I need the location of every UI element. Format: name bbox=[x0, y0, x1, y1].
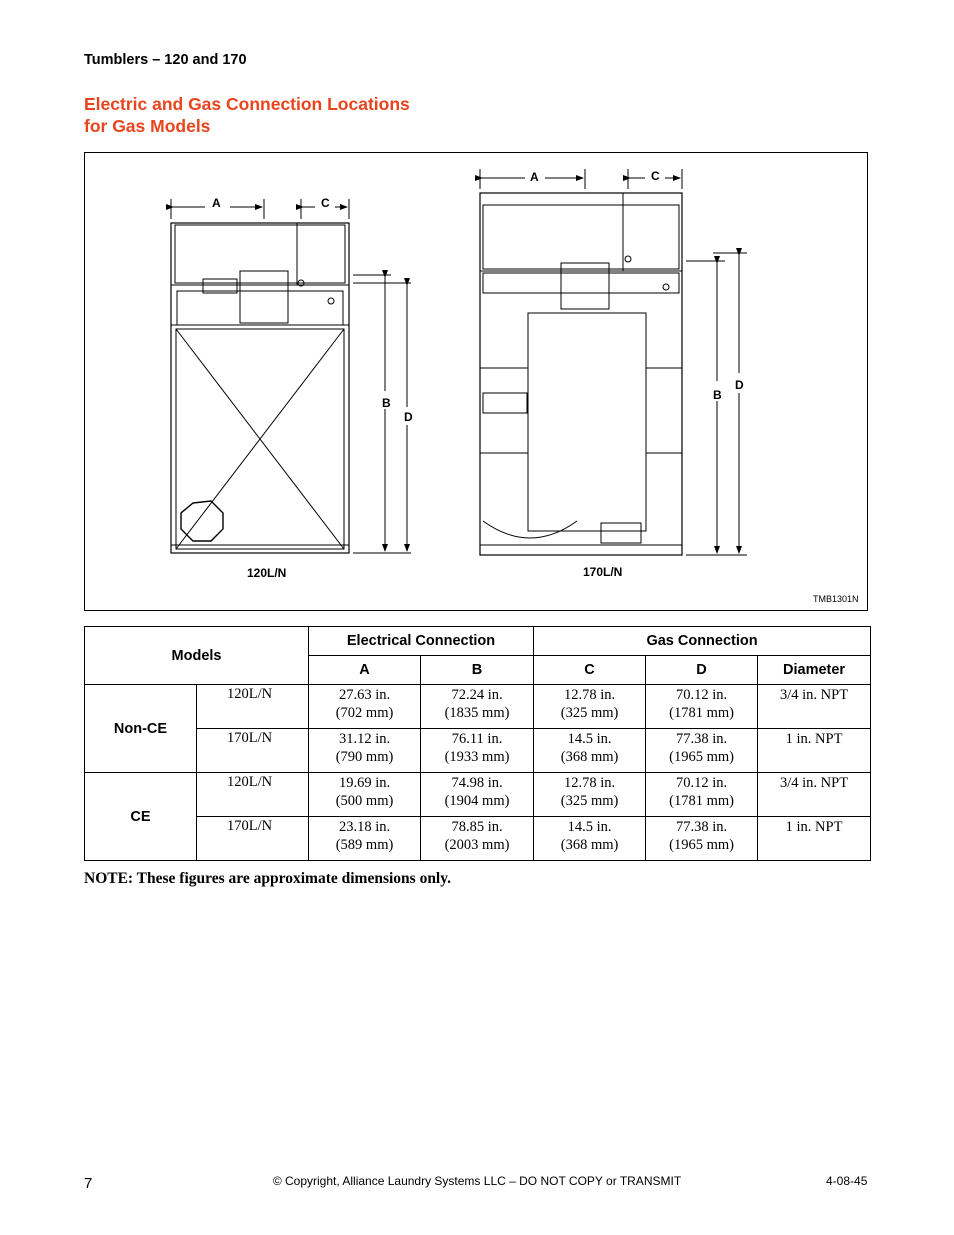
models-header: Models bbox=[85, 627, 309, 685]
value-diameter: 1 in. NPT bbox=[758, 729, 871, 773]
value-a: 23.18 in. (589 mm) bbox=[309, 817, 421, 861]
col-header-a: A bbox=[309, 656, 421, 685]
figure-drawing bbox=[85, 153, 869, 612]
dim-label-d-170: D bbox=[735, 378, 744, 392]
value-c: 12.78 in. (325 mm) bbox=[534, 773, 646, 817]
table-row bbox=[85, 729, 871, 773]
dim-label-b-170: B bbox=[713, 388, 722, 402]
dimension-figure bbox=[84, 152, 868, 611]
running-header: Tumblers – 120 and 170 bbox=[84, 52, 247, 68]
group-label-ce: CE bbox=[85, 773, 197, 861]
value-a: 19.69 in. (500 mm) bbox=[309, 773, 421, 817]
value-d: 70.12 in. (1781 mm) bbox=[646, 685, 758, 729]
machine-170-dimensions bbox=[480, 169, 747, 555]
table-row bbox=[85, 773, 871, 817]
value-c: 12.78 in. (325 mm) bbox=[534, 685, 646, 729]
figure-reference: TMB1301N bbox=[813, 594, 859, 604]
copyright-notice: © Copyright, Alliance Laundry Systems LLC – DO NOT COPY or TRANSMIT bbox=[272, 1174, 682, 1188]
col-header-b: B bbox=[421, 656, 534, 685]
note-text: NOTE: These figures are approximate dimensions only. bbox=[84, 870, 452, 887]
page-number: 7 bbox=[84, 1175, 93, 1192]
value-d: 77.38 in. (1965 mm) bbox=[646, 729, 758, 773]
value-a: 27.63 in. (702 mm) bbox=[309, 685, 421, 729]
section-title-line2: for Gas Models bbox=[84, 116, 211, 136]
dim-label-c-120: C bbox=[321, 196, 330, 210]
table-row bbox=[85, 685, 871, 729]
dim-label-d-120: D bbox=[404, 410, 413, 424]
value-d: 77.38 in. (1965 mm) bbox=[646, 817, 758, 861]
value-a: 31.12 in. (790 mm) bbox=[309, 729, 421, 773]
value-c: 14.5 in. (368 mm) bbox=[534, 817, 646, 861]
machine-170-drawing bbox=[480, 193, 682, 555]
section-title-line1: Electric and Gas Connection Locations bbox=[84, 94, 410, 114]
value-diameter: 3/4 in. NPT bbox=[758, 773, 871, 817]
dim-label-a-120: A bbox=[212, 196, 221, 210]
value-b: 78.85 in. (2003 mm) bbox=[421, 817, 534, 861]
model-cell: 120L/N bbox=[197, 685, 309, 729]
dim-label-a-170: A bbox=[530, 170, 539, 184]
caption-120: 120L/N bbox=[247, 566, 287, 580]
value-d: 70.12 in. (1781 mm) bbox=[646, 773, 758, 817]
dim-label-c-170: C bbox=[651, 169, 660, 183]
value-b: 76.11 in. (1933 mm) bbox=[421, 729, 534, 773]
caption-170: 170L/N bbox=[583, 565, 623, 579]
col-header-d: D bbox=[646, 656, 758, 685]
machine-120-drawing bbox=[171, 223, 349, 553]
electrical-header: Electrical Connection bbox=[309, 627, 534, 656]
gas-header: Gas Connection bbox=[534, 627, 871, 656]
table-row bbox=[85, 817, 871, 861]
section-title bbox=[84, 93, 410, 137]
model-cell: 170L/N bbox=[197, 817, 309, 861]
value-b: 74.98 in. (1904 mm) bbox=[421, 773, 534, 817]
col-header-c: C bbox=[534, 656, 646, 685]
machine-120-dimensions bbox=[171, 199, 411, 553]
connection-specs-table bbox=[84, 626, 871, 861]
dim-label-b-120: B bbox=[382, 396, 391, 410]
group-label-non-ce: Non-CE bbox=[85, 685, 197, 773]
value-diameter: 1 in. NPT bbox=[758, 817, 871, 861]
model-cell: 120L/N bbox=[197, 773, 309, 817]
value-diameter: 3/4 in. NPT bbox=[758, 685, 871, 729]
value-c: 14.5 in. (368 mm) bbox=[534, 729, 646, 773]
document-number: 4-08-45 bbox=[826, 1174, 868, 1188]
col-header-diameter: Diameter bbox=[758, 656, 871, 685]
model-cell: 170L/N bbox=[197, 729, 309, 773]
value-b: 72.24 in. (1835 mm) bbox=[421, 685, 534, 729]
